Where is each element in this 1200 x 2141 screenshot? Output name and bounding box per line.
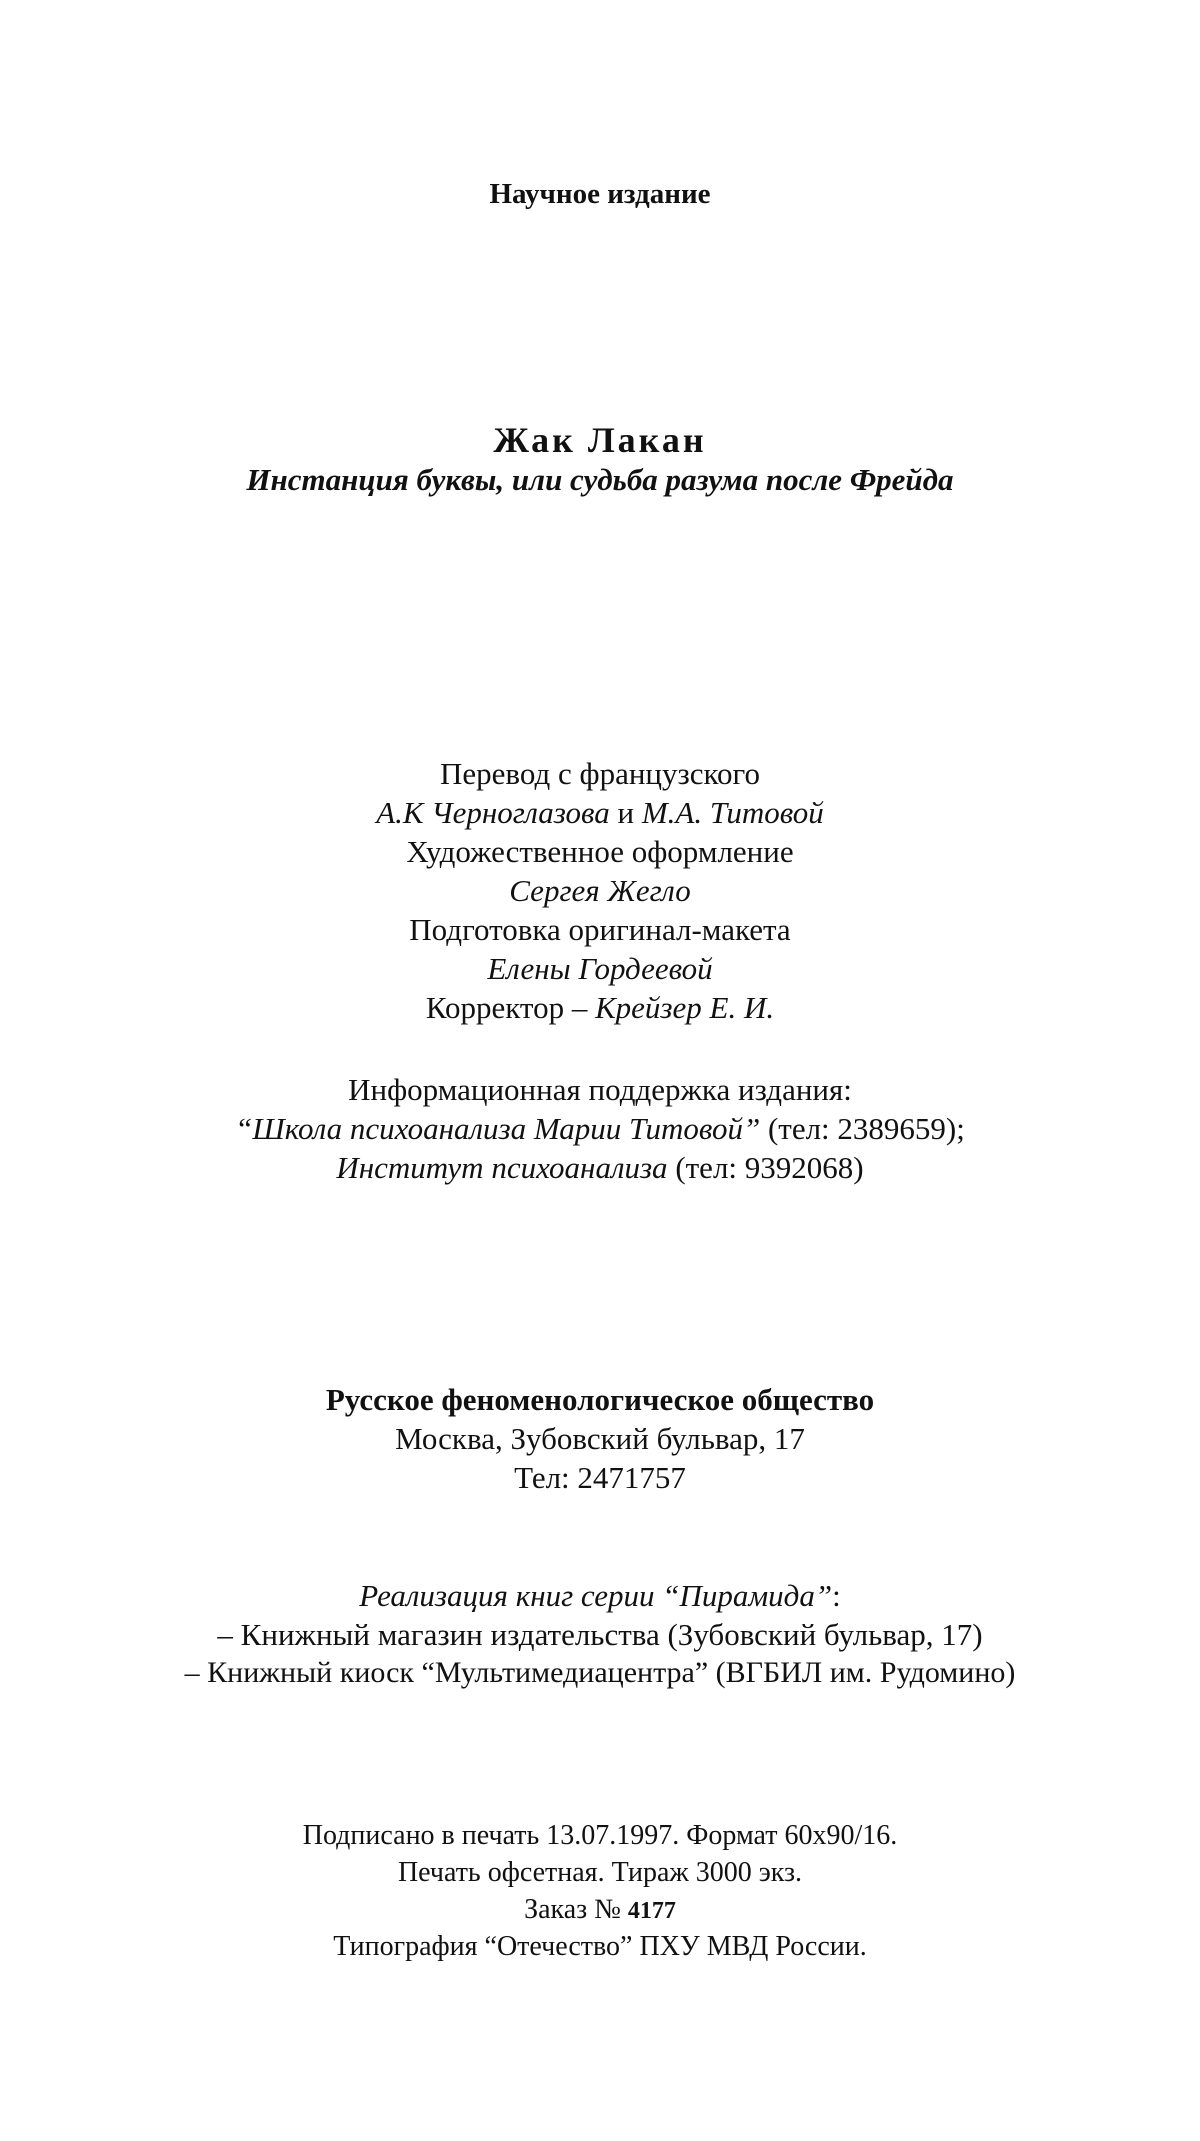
support-org-2: Институт психоанализа (336, 1150, 668, 1185)
publisher-address: Москва, Зубовский бульвар, 17 (395, 1421, 805, 1456)
support-org-2-line (0, 1152, 1200, 1183)
imprint-order-label: Заказ № (524, 1894, 628, 1925)
imprint-print: Печать офсетная. Тираж 3000 экз. (397, 1857, 803, 1888)
translators-joiner: и (609, 795, 642, 830)
sales-item-2: – Книжный киоск “Мультимедиацентра” (ВГБИЛ им. Рудомино) (184, 1656, 1016, 1689)
imprint-signed: Подписано в печать 13.07.1997. Формат 60x90/16. (302, 1820, 898, 1851)
translators-line (0, 797, 1200, 828)
imprint-order-number: 4177 (627, 1898, 676, 1924)
support-org-2-phone: (тел: 9392068) (667, 1150, 864, 1185)
publisher-phone: Тел: 2471757 (514, 1460, 686, 1495)
layout-label: Подготовка оригинал-макета (409, 912, 791, 947)
edition-type: Научное издание (489, 178, 711, 210)
publisher-name: Русское феноменологическое общество (325, 1382, 875, 1417)
translator-2: М.А. Титовой (641, 795, 824, 830)
layout-author: Елены Гордеевой (487, 951, 713, 986)
sales-label: Реализация книг серии “Пирамида” (359, 1578, 833, 1613)
design-label: Художественное оформление (406, 834, 794, 869)
sales-item-1: – Книжный магазин издательства (Зубовский бульвар, 17) (217, 1617, 983, 1652)
author-name: Жак Лакан (493, 420, 707, 460)
support-org-1-line (0, 1113, 1200, 1144)
imprint-printer: Типография “Отечество” ПХУ МВД России. (333, 1931, 867, 1962)
book-title: Инстанция буквы, или судьба разума после Фрейда (246, 462, 954, 497)
sales-label-line (0, 1580, 1200, 1611)
support-label: Информационная поддержка издания: (348, 1072, 852, 1107)
support-org-1: “Школа психоанализа Марии Титовой” (235, 1111, 761, 1146)
designer-name: Сергея Жегло (509, 873, 691, 908)
proofreader-line (0, 992, 1200, 1023)
sales-label-suffix: : (832, 1578, 841, 1613)
proofreader-name: Крейзер Е. И. (595, 990, 775, 1025)
proofreader-label: Корректор – (425, 990, 596, 1025)
support-org-1-phone: (тел: 2389659); (760, 1111, 965, 1146)
translator-1: А.К Черноглазова (376, 795, 610, 830)
translation-label: Перевод с французского (440, 756, 760, 791)
imprint-order-line (0, 1896, 1200, 1924)
